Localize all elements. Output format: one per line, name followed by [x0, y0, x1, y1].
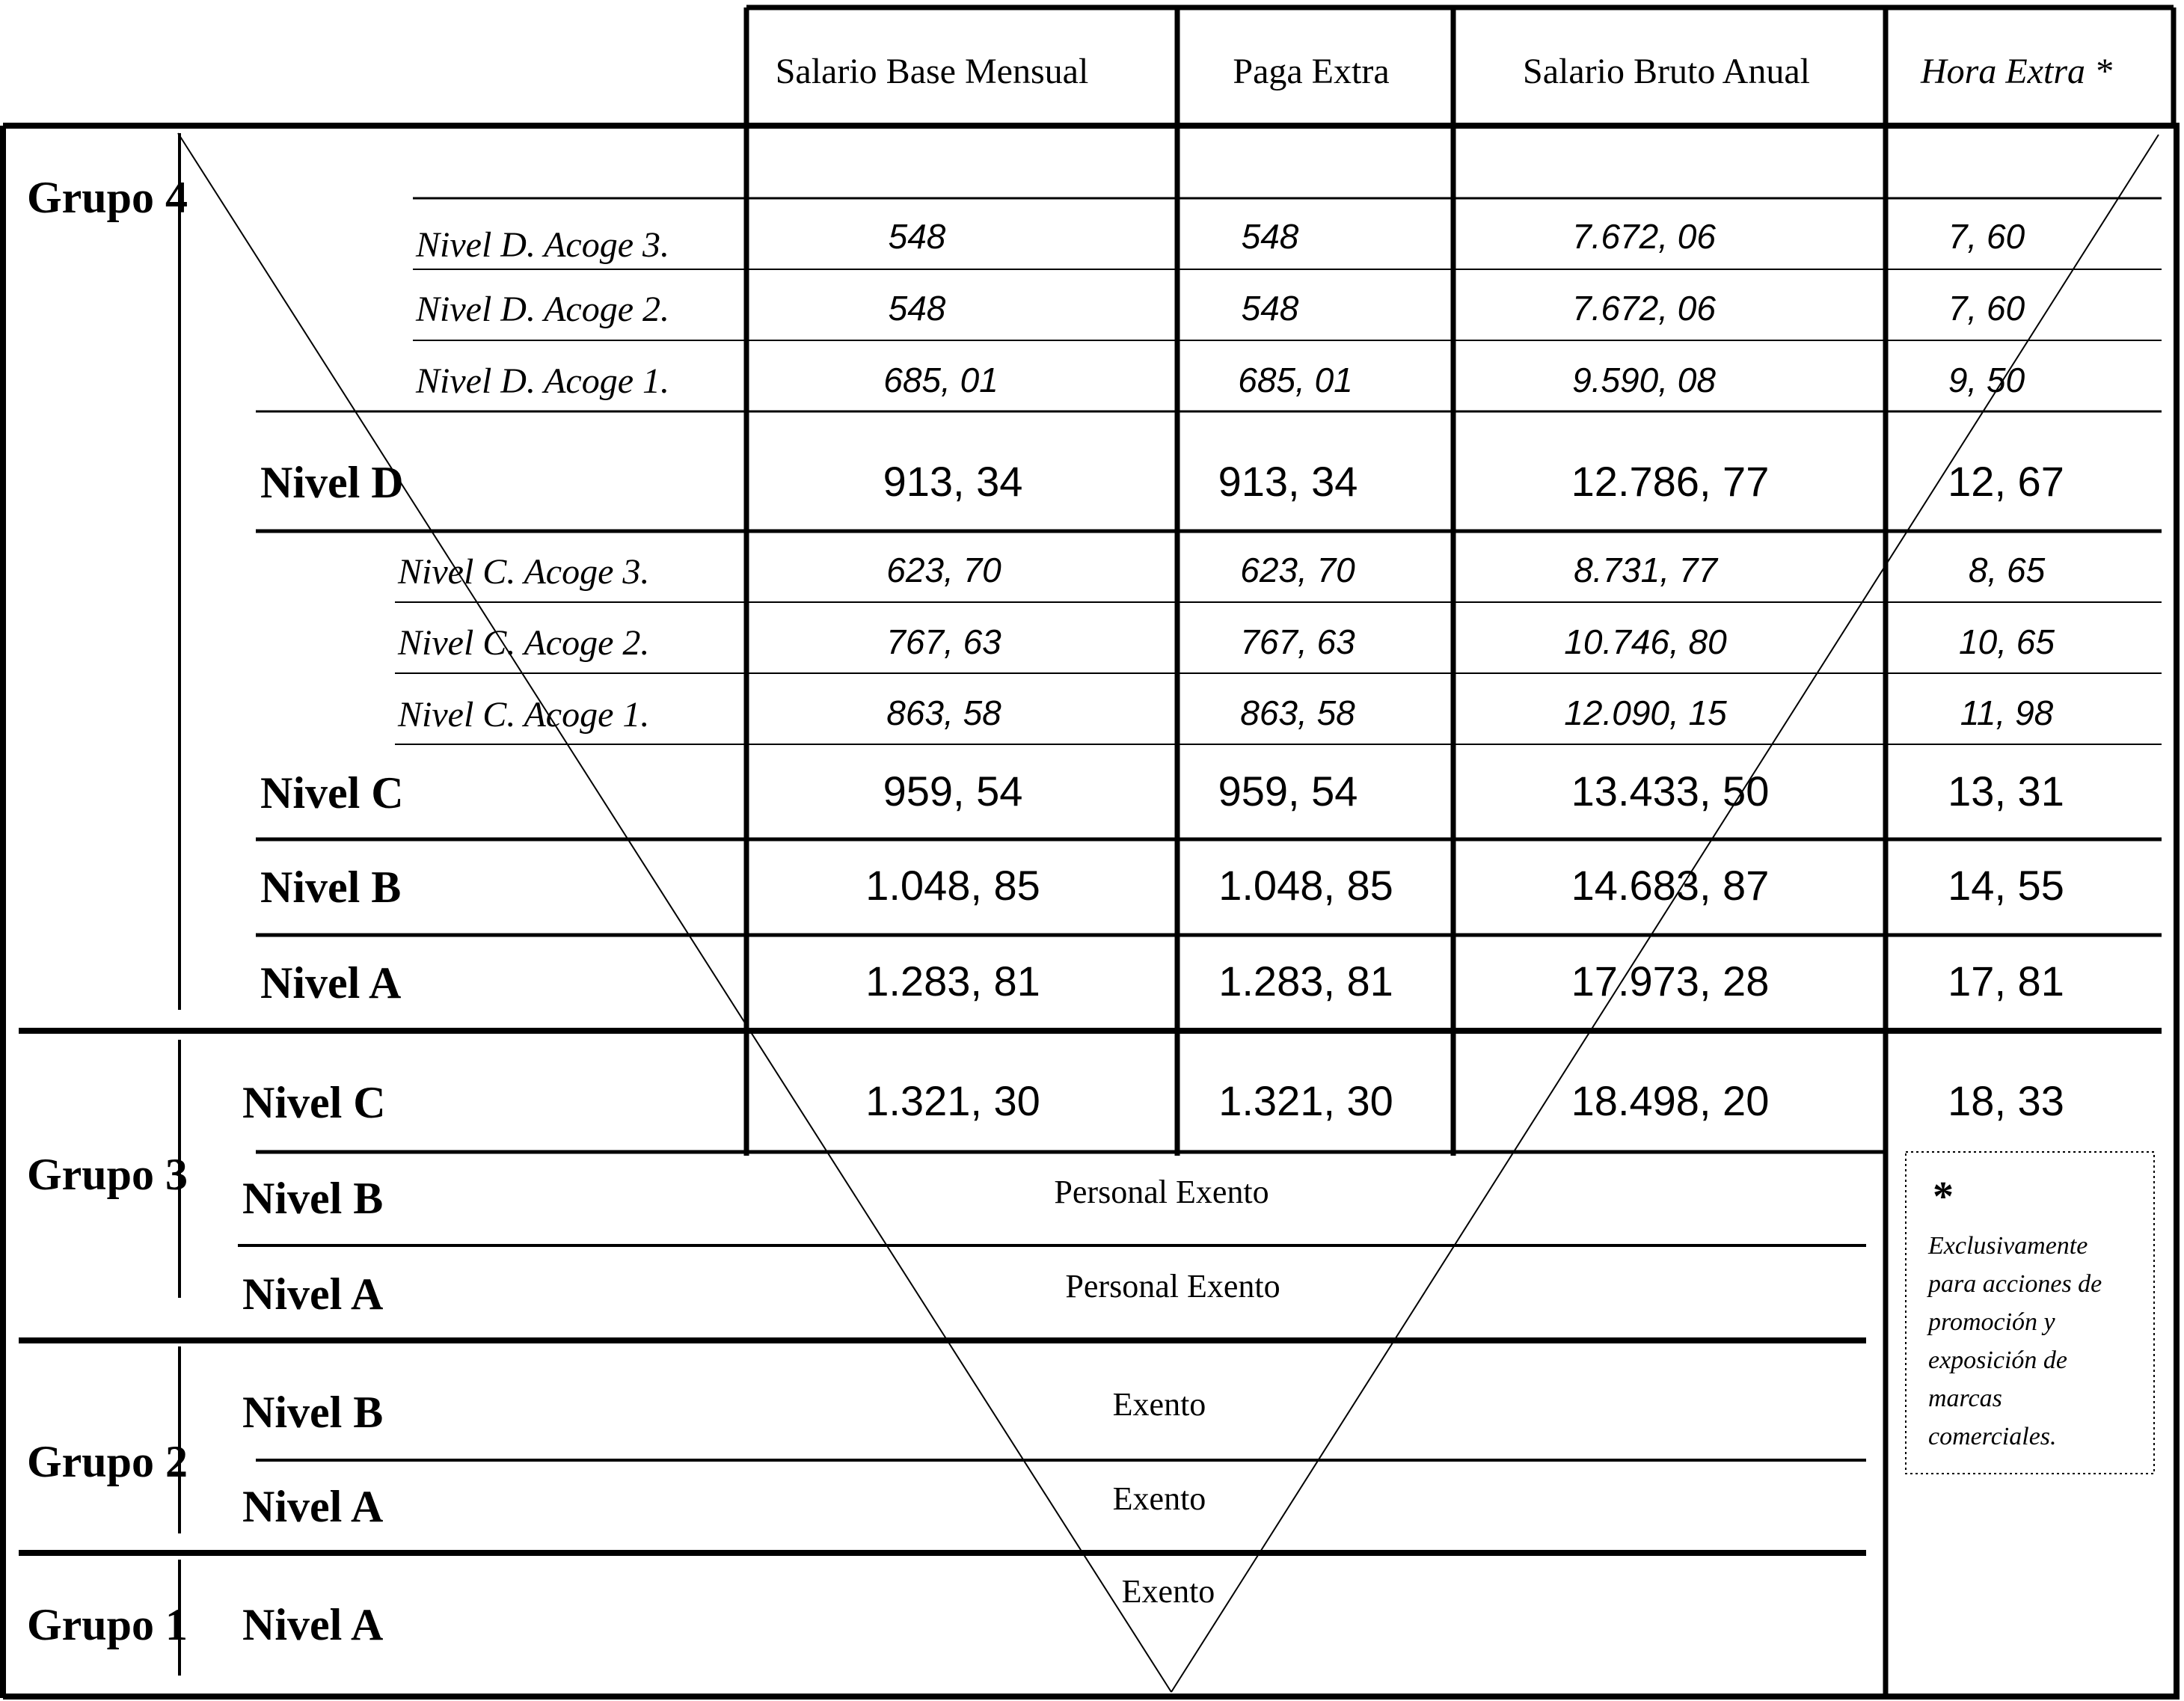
- diagonal-left-line: [178, 133, 1171, 1692]
- cell-d-hora: 12, 67: [1948, 458, 2064, 505]
- cell-c-paga: 959, 54: [1218, 767, 1358, 815]
- cell-c2-hora: 10, 65: [1959, 622, 2055, 661]
- grupo2-label: Grupo 2: [27, 1437, 188, 1486]
- cell-d2-bruto: 7.672, 06: [1572, 289, 1716, 328]
- cell-b-paga: 1.048, 85: [1218, 862, 1393, 909]
- row-label-nivel-b-g4: Nivel B: [260, 862, 402, 912]
- row-label-d-acoge1: Nivel D. Acoge 1.: [416, 361, 670, 401]
- cell-d1-bruto: 9.590, 08: [1572, 361, 1716, 399]
- cell-d-paga: 913, 34: [1218, 458, 1358, 505]
- note-g1a-exento: Exento: [1121, 1573, 1215, 1610]
- cell-g3c-hora: 18, 33: [1948, 1077, 2064, 1124]
- cell-c3-paga: 623, 70: [1240, 551, 1355, 589]
- cell-d2-paga: 548: [1241, 289, 1299, 328]
- note-g3b-exento: Personal Exento: [1054, 1174, 1269, 1210]
- cell-a-hora: 17, 81: [1948, 957, 2064, 1005]
- cell-d-base: 913, 34: [883, 458, 1023, 505]
- cell-c1-paga: 863, 58: [1240, 693, 1355, 732]
- cell-d-bruto: 12.786, 77: [1571, 458, 1770, 505]
- footnote-asterisk: *: [1933, 1174, 1954, 1220]
- cell-c-bruto: 13.433, 50: [1571, 767, 1770, 815]
- row-label-nivel-c-g4: Nivel C: [260, 768, 404, 818]
- cell-a-base: 1.283, 81: [865, 957, 1040, 1005]
- cell-c3-bruto: 8.731, 77: [1574, 551, 1717, 589]
- cell-d3-bruto: 7.672, 06: [1572, 217, 1716, 256]
- cell-d1-hora: 9, 50: [1948, 361, 2025, 399]
- cell-d2-hora: 7, 60: [1948, 289, 2025, 328]
- note-g2a-exento: Exento: [1112, 1480, 1206, 1517]
- cell-c2-bruto: 10.746, 80: [1564, 622, 1727, 661]
- row-label-c-acoge3: Nivel C. Acoge 3.: [398, 552, 650, 592]
- cell-d1-paga: 685, 01: [1238, 361, 1353, 399]
- row-label-c-acoge2: Nivel C. Acoge 2.: [398, 623, 650, 663]
- header-salario-base: Salario Base Mensual: [775, 52, 1089, 91]
- cell-c-base: 959, 54: [883, 767, 1023, 815]
- row-label-nivel-b-g3: Nivel B: [242, 1174, 384, 1223]
- header-salario-bruto: Salario Bruto Anual: [1523, 52, 1810, 91]
- cell-a-bruto: 17.973, 28: [1571, 957, 1770, 1005]
- row-label-nivel-a-g4: Nivel A: [260, 958, 402, 1008]
- row-label-nivel-b-g2: Nivel B: [242, 1388, 384, 1437]
- header-hora-extra: Hora Extra *: [1921, 52, 2112, 91]
- cell-c2-base: 767, 63: [886, 622, 1001, 661]
- cell-c3-base: 623, 70: [886, 551, 1001, 589]
- footnote-text: Exclusivamente para acciones de promoción y exposición de marcas comerciales.: [1928, 1232, 2102, 1450]
- row-label-nivel-a-g3: Nivel A: [242, 1269, 384, 1319]
- cell-b-base: 1.048, 85: [865, 862, 1040, 909]
- cell-g3c-base: 1.321, 30: [865, 1077, 1040, 1124]
- note-g2b-exento: Exento: [1112, 1386, 1206, 1423]
- cell-d3-paga: 548: [1241, 217, 1299, 256]
- cell-g3c-bruto: 18.498, 20: [1571, 1077, 1770, 1124]
- cell-c1-bruto: 12.090, 15: [1564, 693, 1727, 732]
- row-label-nivel-d: Nivel D: [260, 458, 404, 507]
- header-paga-extra: Paga Extra: [1233, 52, 1390, 91]
- cell-c2-paga: 767, 63: [1240, 622, 1355, 661]
- cell-c3-hora: 8, 65: [1968, 551, 2046, 589]
- grupo3-label: Grupo 3: [27, 1150, 188, 1199]
- cell-c1-base: 863, 58: [886, 693, 1001, 732]
- cell-d1-base: 685, 01: [883, 361, 999, 399]
- row-label-nivel-a-g2: Nivel A: [242, 1482, 384, 1531]
- cell-b-hora: 14, 55: [1948, 862, 2064, 909]
- note-g3a-exento: Personal Exento: [1065, 1268, 1280, 1305]
- cell-d3-hora: 7, 60: [1948, 217, 2025, 256]
- cell-g3c-paga: 1.321, 30: [1218, 1077, 1393, 1124]
- cell-d2-base: 548: [888, 289, 946, 328]
- row-label-c-acoge1: Nivel C. Acoge 1.: [398, 695, 650, 735]
- cell-c1-hora: 11, 98: [1960, 693, 2054, 732]
- row-label-d-acoge3: Nivel D. Acoge 3.: [416, 225, 670, 265]
- cell-b-bruto: 14.683, 87: [1571, 862, 1770, 909]
- cell-d3-base: 548: [888, 217, 946, 256]
- grupo4-label: Grupo 4: [27, 173, 188, 222]
- grupo1-label: Grupo 1: [27, 1600, 188, 1649]
- row-label-nivel-a-g1: Nivel A: [242, 1600, 384, 1649]
- row-label-d-acoge2: Nivel D. Acoge 2.: [416, 289, 670, 329]
- cell-c-hora: 13, 31: [1948, 767, 2064, 815]
- cell-a-paga: 1.283, 81: [1218, 957, 1393, 1005]
- row-label-nivel-c-g3: Nivel C: [242, 1078, 386, 1127]
